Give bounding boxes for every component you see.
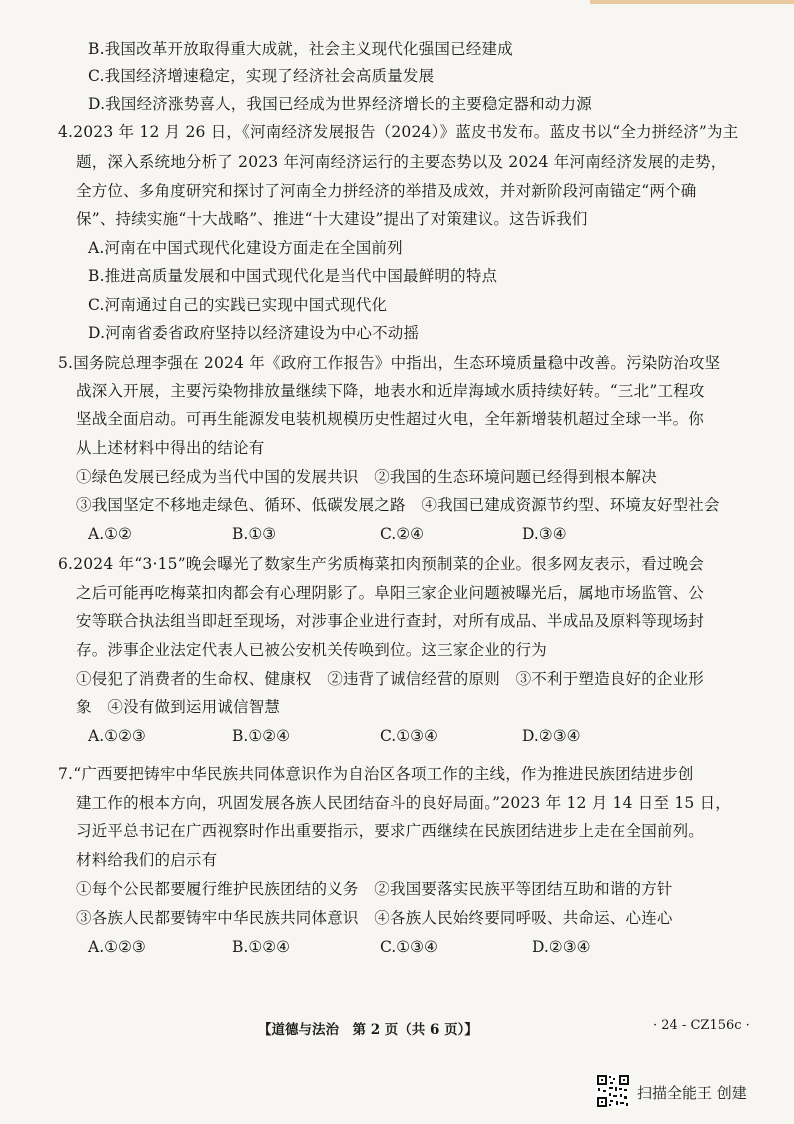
q5-stem-line: 5.国务院总理李强在 2024 年《政府工作报告》中指出，生态环境质量稳中改善。污染防治攻坚: [58, 354, 721, 372]
q4-option-a: A.河南在中国式现代化建设方面走在全国前列: [88, 239, 403, 257]
choice-b: B.①③: [232, 525, 277, 543]
q3-option-d: D.我国经济涨势喜人，我国已经成为世界经济增长的主要稳定器和动力源: [88, 95, 592, 113]
q3-option-c: C.我国经济增速稳定，实现了经济社会高质量发展: [88, 67, 435, 85]
q6-stem-line: 之后可能再吃梅菜扣肉都会有心理阴影了。阜阳三家企业问题被曝光后，属地市场监管、公: [76, 584, 705, 602]
q5-stem-line: 从上述材料中得出的结论有: [76, 439, 265, 457]
q5-stem-line: 战深入开展，主要污染物排放量继续下降，地表水和近岸海域水质持续好转。“三北”工程攻: [76, 382, 705, 400]
choice-d: D.③④: [522, 525, 567, 543]
q4-option-d: D.河南省委省政府坚持以经济建设为中心不动摇: [88, 324, 420, 342]
qr-code-icon: [596, 1074, 630, 1108]
q4-stem-line: 题，深入系统地分析了 2023 年河南经济运行的主要态势以及 2024 年河南经济发展的走势，: [76, 153, 727, 171]
q7-stem-line: 材料给我们的启示有: [76, 851, 218, 869]
choice-d: D.②③④: [522, 727, 581, 745]
q4-option-c: C.河南通过自己的实践已实现中国式现代化: [88, 296, 388, 314]
page-footer-subject: 【道德与法治 第 2 页（共 6 页）】: [258, 1022, 478, 1038]
q5-choices: [0, 524, 794, 544]
q7-stem-line: 建工作的根本方向，巩固发展各族人民团结奋斗的良好局面。”2023 年 12 月 14 日至 15 日，: [76, 794, 731, 812]
scanner-watermark-text: 扫描全能王 创建: [637, 1084, 747, 1102]
q6-stem-line: 安等联合执法组当即赶至现场，对涉事企业进行查封，对所有成品、半成品及原料等现场封: [76, 612, 705, 630]
q4-stem-line: 保”、持续实施“十大战略”、推进“十大建设”提出了对策建议。这告诉我们: [76, 210, 588, 228]
choice-c: C.①③④: [380, 727, 438, 745]
q4-stem-line: 全方位、多角度研究和探讨了河南全力拼经济的举措及成效，并对新阶段河南锚定“两个确: [76, 182, 697, 200]
q5-statements-line: ③我国坚定不移地走绿色、循环、低碳发展之路 ④我国已建成资源节约型、环境友好型社会: [76, 496, 720, 514]
q7-stem-line: 习近平总书记在广西视察时作出重要指示，要求广西继续在民族团结进步上走在全国前列。: [76, 822, 705, 840]
q7-statements-line: ③各族人民都要铸牢中华民族共同体意识 ④各族人民始终要同呼吸、共命运、心连心: [76, 909, 673, 927]
q6-choices: [0, 726, 794, 746]
q6-statements-line: ①侵犯了消费者的生命权、健康权 ②违背了诚信经营的原则 ③不利于塑造良好的企业形: [76, 670, 705, 688]
top-edge-strip: [590, 0, 794, 4]
q7-stem-line: 7.“广西要把铸牢中华民族共同体意识作为自治区各项工作的主线，作为推进民族团结进步创: [58, 765, 694, 783]
choice-c: C.①③④: [380, 938, 438, 956]
choice-a: A.①②③: [88, 938, 146, 956]
choice-b: B.①②④: [232, 938, 291, 956]
q6-stem-line: 6.2024 年“3·15”晚会曝光了数家生产劣质梅菜扣肉预制菜的企业。很多网友表示，看过晚会: [58, 555, 704, 573]
q6-stem-line: 存。涉事企业法定代表人已被公安机关传唤到位。这三家企业的行为: [76, 641, 548, 659]
q4-stem-line: 4.2023 年 12 月 26 日，《河南经济发展报告（2024）》蓝皮书发布。蓝皮书以“全力拼经济”为主: [58, 123, 739, 141]
page-footer-code: · 24 - CZ156c ·: [653, 1018, 750, 1033]
choice-d: D.②③④: [532, 938, 591, 956]
q6-statements-line: 象 ④没有做到运用诚信智慧: [76, 698, 281, 716]
choice-a: A.①②③: [88, 727, 146, 745]
choice-a: A.①②: [88, 525, 132, 543]
q5-statements-line: ①绿色发展已经成为当代中国的发展共识 ②我国的生态环境问题已经得到根本解决: [76, 468, 657, 486]
q5-stem-line: 坚战全面启动。可再生能源发电装机规模历史性超过火电，全年新增装机超过全球一半。你: [76, 410, 705, 428]
choice-c: C.②④: [380, 525, 425, 543]
q7-choices: [0, 937, 794, 957]
choice-b: B.①②④: [232, 727, 291, 745]
q4-option-b: B.推进高质量发展和中国式现代化是当代中国最鲜明的特点: [88, 267, 498, 285]
q3-option-b: B.我国改革开放取得重大成就，社会主义现代化强国已经建成: [88, 40, 513, 58]
q7-statements-line: ①每个公民都要履行维护民族团结的义务 ②我国要落实民族平等团结互助和谐的方针: [76, 880, 673, 898]
